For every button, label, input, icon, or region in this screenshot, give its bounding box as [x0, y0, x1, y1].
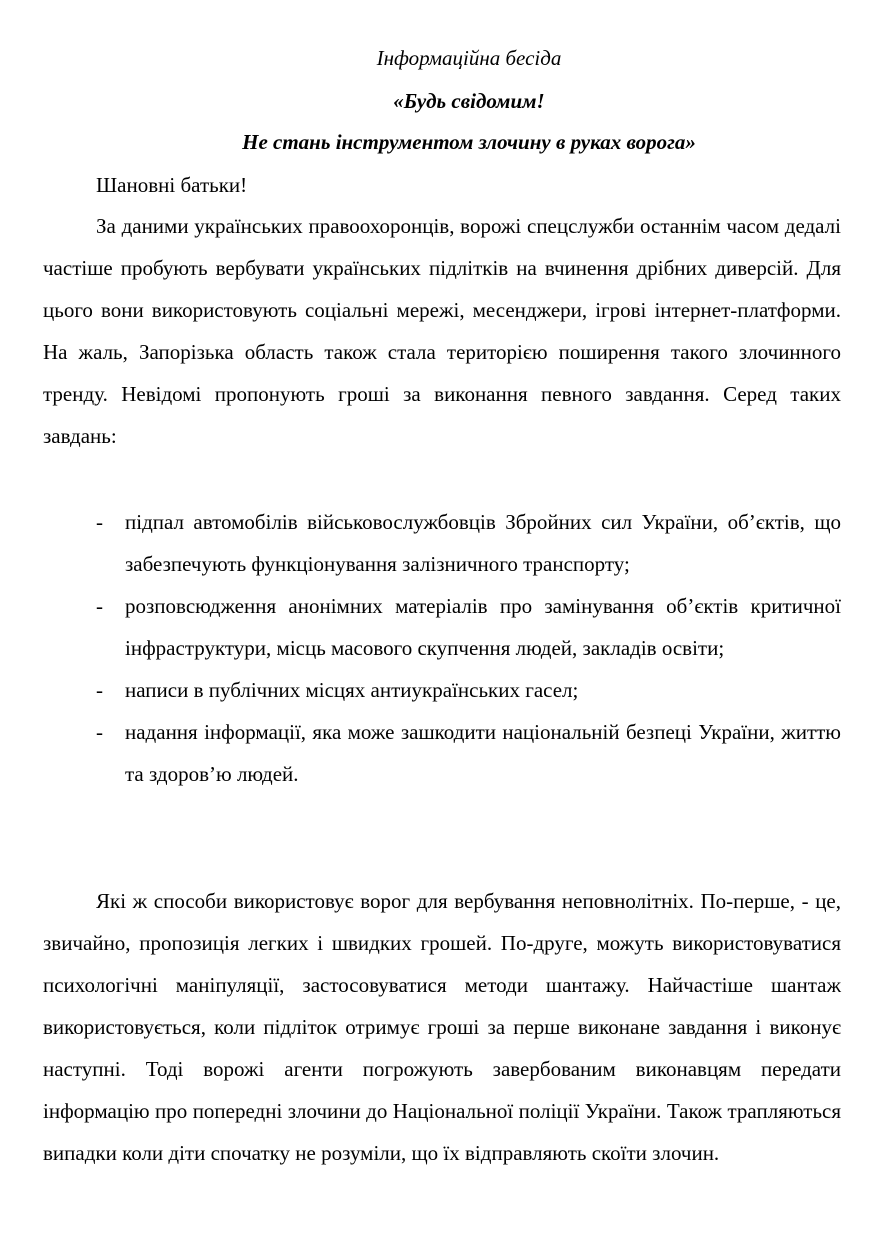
list-item [43, 501, 841, 585]
list-item-text: написи в публічних місцях антиукраїнських гасел; [125, 678, 579, 702]
list-item [43, 585, 841, 669]
list-item-text: надання інформації, яка може зашкодити національній безпеці України, життю та здоров’ю людей. [125, 720, 841, 786]
list-item-text: підпал автомобілів військовослужбовців Збройних сил України, об’єктів, що забезпечують функціонування залізничного транспорту; [125, 510, 841, 576]
document-heading-type: Інформаційна бесіда [376, 46, 562, 70]
task-list [43, 501, 841, 795]
list-bullet: - [96, 510, 103, 534]
document-title-line-1: «Будь свідомим! [393, 89, 545, 113]
list-bullet: - [96, 720, 103, 744]
paragraph-intro: За даними українських правоохоронців, ворожі спецслужби останнім часом дедалі частіше пробують вербувати українських підлітків на вчинення дрібних диверсій. Для цього вони використовують соціальні мережі, месенджери, ігрові інтернет-платформи. На жаль, Запорізька область також стала територією поширення такого злочинного тренду. Невідомі пропонують гроші за виконання певного завдання. Серед таких завдань: [43, 214, 841, 448]
list-bullet: - [96, 594, 103, 618]
list-bullet: - [96, 678, 103, 702]
document-title-line-2: Не стань інструментом злочину в руках ворога» [242, 130, 696, 154]
list-item [43, 711, 841, 795]
list-item [43, 669, 841, 711]
salutation: Шановні батьки! [96, 173, 248, 197]
paragraph-methods: Які ж способи використовує ворог для вербування неповнолітніх. По-перше, - це, звичайно, пропозиція легких і швидких грошей. По-друге, можуть використовуватися психологічні маніпуляції, застосовуватися методи шантажу. Найчастіше шантаж використовується, коли підліток отримує гроші за перше виконане завдання і виконує наступні. Тоді ворожі агенти погрожують завербованим виконавцям передати інформацію про попередні злочини до Національної поліції України. Також трапляються випадки коли діти спочатку не розуміли, що їх відправляють скоїти злочин. [43, 889, 841, 1165]
list-item-text: розповсюдження анонімних матеріалів про замінування об’єктів критичної інфраструктури, місць масового скупчення людей, закладів освіти; [125, 594, 841, 660]
